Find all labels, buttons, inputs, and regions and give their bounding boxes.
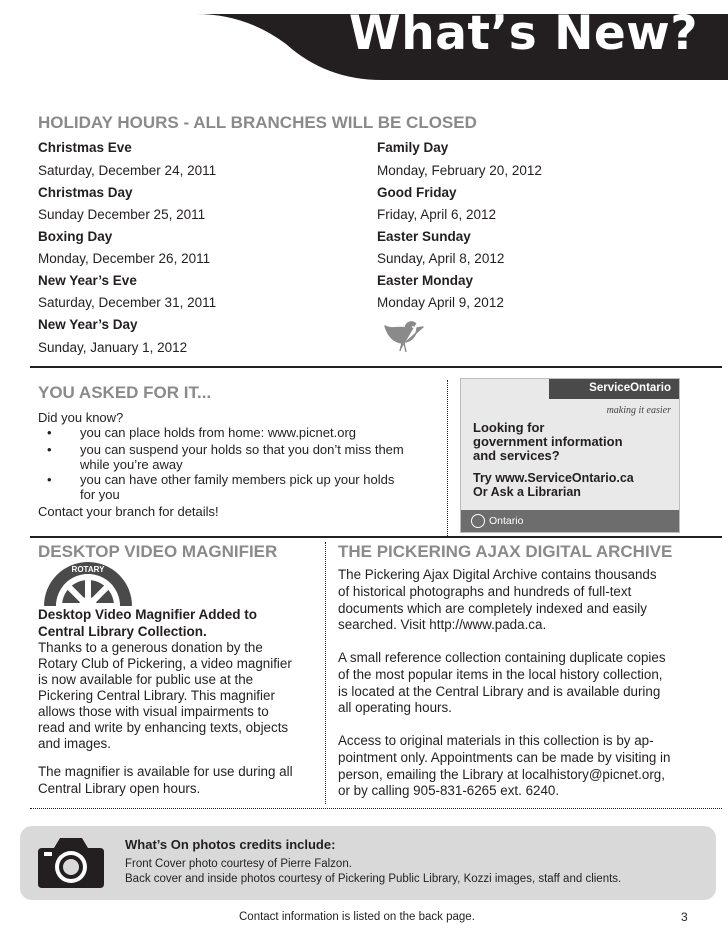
column-divider bbox=[325, 542, 326, 804]
holiday-name: Easter Sunday bbox=[377, 229, 471, 244]
holiday-date: Sunday, April 8, 2012 bbox=[377, 251, 505, 266]
ad-line: government information bbox=[473, 434, 623, 449]
magnifier-closing-line: The magnifier is available for use during all bbox=[38, 764, 293, 779]
asked-bullet-text: while you’re away bbox=[80, 457, 183, 472]
magnifier-body-line: read and write by enhancing texts, objects bbox=[38, 720, 289, 735]
asked-intro: Did you know? bbox=[38, 410, 124, 425]
bird-icon bbox=[382, 318, 424, 356]
credits-heading: What’s On photos credits include: bbox=[125, 837, 336, 852]
holiday-name: Family Day bbox=[377, 140, 449, 155]
magnifier-title: Desktop Video Magnifier Added to bbox=[38, 607, 258, 622]
asked-closing: Contact your branch for details! bbox=[38, 504, 219, 519]
magnifier-body-line: and images. bbox=[38, 736, 111, 751]
bullet: • bbox=[47, 442, 52, 457]
credits-line: Back cover and inside photos courtesy of Pickering Public Library, Kozzi images, staff and clients. bbox=[125, 873, 622, 885]
camera-icon bbox=[36, 834, 106, 890]
asked-bullet-text: you can place holds from home: www.picnet.org bbox=[80, 425, 357, 440]
holiday-date: Sunday, January 1, 2012 bbox=[38, 340, 188, 355]
magnifier-body-line: Rotary Club of Pickering, a video magnifier bbox=[38, 656, 292, 671]
holiday-name: Boxing Day bbox=[38, 229, 113, 244]
magnifier-heading: DESKTOP VIDEO MAGNIFIER bbox=[38, 542, 278, 561]
ad-line: Looking for bbox=[473, 420, 545, 435]
ad-tagline: making it easier bbox=[606, 405, 671, 416]
ad-line: Or Ask a Librarian bbox=[473, 485, 581, 499]
asked-heading: YOU ASKED FOR IT... bbox=[38, 383, 212, 402]
holiday-date: Friday, April 6, 2012 bbox=[377, 207, 497, 222]
holiday-date: Monday, February 20, 2012 bbox=[377, 163, 542, 178]
page-number: 3 bbox=[681, 910, 688, 924]
holiday-date: Sunday December 25, 2011 bbox=[38, 207, 206, 222]
footer-contact: Contact information is listed on the back page. bbox=[239, 911, 475, 923]
section-divider bbox=[30, 366, 722, 368]
asked-bullet-text: you can have other family members pick up your holds bbox=[80, 472, 395, 487]
asked-bullet-text: you can suspend your holds so that you don’t miss them bbox=[80, 442, 404, 457]
archive-text-line: A small reference collection containing duplicate copies bbox=[338, 650, 666, 665]
archive-text-line: searched. Visit http://www.pada.ca. bbox=[338, 617, 547, 632]
ad-footer-brand: Ontario bbox=[489, 515, 524, 527]
archive-text-line: of historical photographs and hundreds of full-text bbox=[338, 584, 632, 599]
holiday-date: Monday, December 26, 2011 bbox=[38, 251, 211, 266]
holiday-name: Good Friday bbox=[377, 185, 457, 200]
page-title: What’s New? bbox=[348, 6, 698, 61]
section-divider bbox=[30, 808, 722, 809]
magnifier-closing-line: Central Library open hours. bbox=[38, 781, 201, 796]
archive-text-line: documents which are completely indexed and easily bbox=[338, 601, 647, 616]
ad-line: Try www.ServiceOntario.ca bbox=[473, 471, 634, 485]
ad-brand: ServiceOntario bbox=[589, 382, 671, 394]
archive-text-line: is located at the Central Library and is available during bbox=[338, 684, 661, 699]
archive-text-line: all operating hours. bbox=[338, 700, 452, 715]
credits-line: Front Cover photo courtesy of Pierre Falzon. bbox=[125, 858, 352, 870]
archive-text-line: pointment only. Appointments can be made by visiting in bbox=[338, 750, 671, 765]
holiday-name: New Year’s Day bbox=[38, 317, 138, 332]
archive-text-line: person, emailing the Library at localhistory@picnet.org, bbox=[338, 767, 665, 782]
archive-text-line: or by calling 905-831-6265 ext. 6240. bbox=[338, 783, 560, 798]
holiday-heading: HOLIDAY HOURS - ALL BRANCHES WILL BE CLOSED bbox=[38, 113, 477, 132]
bullet: • bbox=[47, 472, 52, 487]
magnifier-body-line: allows those with visual impairments to bbox=[38, 704, 269, 719]
holiday-date: Monday April 9, 2012 bbox=[377, 295, 504, 310]
service-ontario-ad[interactable] bbox=[460, 378, 680, 533]
column-divider bbox=[447, 380, 448, 536]
asked-bullet-text: for you bbox=[80, 487, 120, 502]
magnifier-body-line: is now available for public use at the bbox=[38, 672, 254, 687]
trillium-icon bbox=[471, 514, 485, 528]
holiday-date: Saturday, December 31, 2011 bbox=[38, 295, 217, 310]
magnifier-body-line: Pickering Central Library. This magnifier bbox=[38, 688, 275, 703]
archive-text-line: Access to original materials in this collection is by ap- bbox=[338, 733, 654, 748]
rotary-logo-text: ROTARY bbox=[71, 565, 105, 574]
magnifier-body-line: Thanks to a generous donation by the bbox=[38, 640, 263, 655]
holiday-name: Easter Monday bbox=[377, 273, 474, 288]
holiday-name: New Year’s Eve bbox=[38, 273, 137, 288]
bullet: • bbox=[47, 425, 52, 440]
holiday-name: Christmas Eve bbox=[38, 140, 132, 155]
holiday-name: Christmas Day bbox=[38, 185, 133, 200]
ad-line: and services? bbox=[473, 448, 560, 463]
holiday-date: Saturday, December 24, 2011 bbox=[38, 163, 217, 178]
section-divider bbox=[30, 536, 722, 538]
archive-heading: THE PICKERING AJAX DIGITAL ARCHIVE bbox=[338, 542, 673, 561]
rotary-logo bbox=[42, 560, 134, 606]
magnifier-title: Central Library Collection. bbox=[38, 624, 207, 639]
archive-text-line: of the most popular items in the local history collection, bbox=[338, 667, 663, 682]
archive-text-line: The Pickering Ajax Digital Archive contains thousands bbox=[338, 567, 657, 582]
